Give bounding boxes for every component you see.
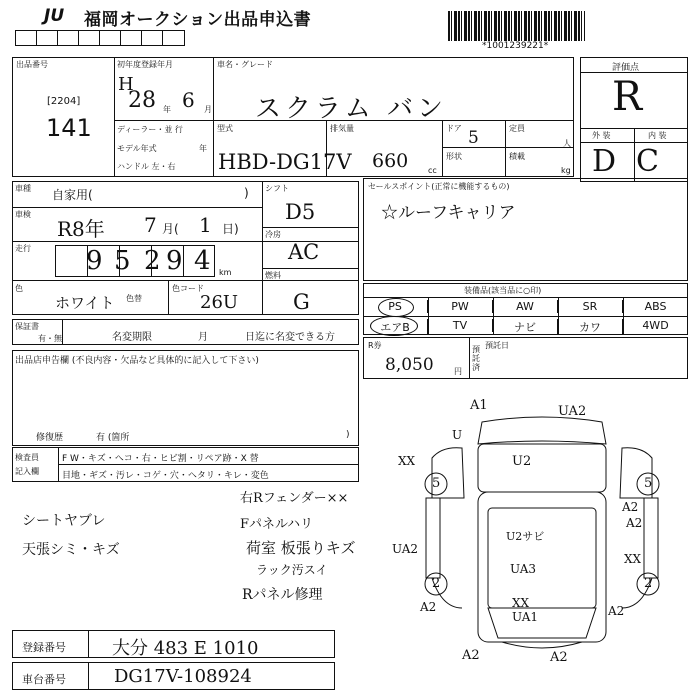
- damage-mark: U2サビ: [506, 530, 545, 543]
- capacity-unit: 人: [563, 139, 571, 148]
- tire-mark: 5: [644, 476, 653, 491]
- plate-label: 登録番号: [22, 641, 66, 654]
- mileage-digit: 2: [144, 246, 161, 276]
- color-code-label: 色コード: [172, 284, 204, 293]
- color-label: 色: [15, 284, 23, 293]
- lot-subnumber: [2204]: [47, 96, 81, 107]
- color-change-label: 色替: [126, 294, 142, 303]
- exterior-grade: D: [592, 144, 617, 179]
- model-code: HBD-DG17V: [218, 150, 352, 174]
- registration-label: 初年度登録年月: [117, 60, 173, 69]
- model-label: 型式: [217, 124, 233, 133]
- damage-mark: UA2: [558, 404, 587, 419]
- damage-mark: A2: [622, 500, 639, 514]
- equipment-item: 4WD: [642, 319, 669, 332]
- deposit-label: 預託済: [472, 345, 480, 372]
- registration-era: H: [118, 74, 134, 95]
- interior-label: 内 装: [648, 131, 667, 140]
- usage-label: 車種: [15, 184, 31, 193]
- model-year-label: モデル年式: [117, 144, 157, 153]
- mileage-boxes: [55, 245, 215, 277]
- damage-mark: UA3: [510, 562, 537, 576]
- doors-label: ドア: [446, 124, 462, 133]
- inspector-legend-1: F W・キズ・へコ・右・ヒビ割・リペア跡・X 替: [62, 454, 259, 464]
- displacement-value: 660: [372, 150, 409, 172]
- chassis-value: DG17V-108924: [114, 666, 252, 687]
- registration-month: 6: [182, 88, 195, 112]
- equipment-item: ABS: [644, 300, 667, 313]
- repair-close: ): [346, 430, 350, 440]
- inspection-month-unit: 月(: [162, 222, 179, 236]
- chassis-label: 車台番号: [22, 673, 66, 686]
- damage-mark: XX: [398, 454, 416, 468]
- barcode: [448, 11, 585, 41]
- interior-grade: C: [636, 144, 659, 179]
- damage-mark: A1: [470, 398, 488, 413]
- grade-score: R: [612, 74, 643, 120]
- month-unit: 月: [204, 105, 212, 114]
- damage-mark: XX: [512, 596, 530, 610]
- repair-options: 有 (箇所: [96, 433, 130, 443]
- note-seat: シートヤブレ: [22, 513, 106, 529]
- shift-value: D5: [285, 200, 316, 224]
- transfer-note: 日迄に名変できる方: [245, 332, 335, 343]
- damage-mark: UA1: [512, 610, 539, 624]
- sales-point-box: [363, 178, 688, 281]
- remarks-label: 出品店申告欄 (不良内容・欠品など具体的に記入して下さい): [15, 356, 259, 366]
- inspector-legend-2: 目地・ギズ・汚レ・コゲ・穴・ヘタリ・キレ・変色: [62, 471, 269, 481]
- tire-mark: 5: [432, 476, 441, 491]
- mileage-unit: km: [219, 268, 232, 277]
- inspector-label: 検査員: [15, 453, 39, 462]
- shape-label: 形状: [446, 152, 462, 161]
- capacity-label: 定員: [509, 124, 525, 133]
- form-title: 福岡オークション出品申込書: [84, 10, 312, 30]
- equipment-label: 装備品(該当品に○印): [464, 286, 542, 295]
- transfer-label: 名変期限: [112, 332, 152, 343]
- equipment-item: TV: [428, 319, 493, 332]
- load-label: 積載: [509, 152, 525, 161]
- note-cargo: 荷室 板張りキズ: [246, 539, 356, 557]
- lot-label: 出品番号: [16, 60, 48, 69]
- exterior-label: 外 装: [592, 131, 611, 140]
- fuel-value: G: [293, 290, 310, 314]
- handle-label: ハンドル 左・右: [117, 162, 176, 171]
- damage-mark: U2: [512, 454, 532, 469]
- airbag-circle: [370, 316, 418, 336]
- shift-label: シフト: [265, 184, 289, 193]
- color-code: 26U: [200, 292, 239, 313]
- note-ceiling: 天張シミ・キズ: [22, 542, 120, 558]
- damage-mark: A2: [420, 600, 437, 614]
- ac-value: AC: [288, 240, 320, 264]
- inspection-day-unit: 日): [222, 222, 239, 236]
- mileage-digit: 5: [114, 246, 131, 276]
- warranty-options: 有・無: [38, 334, 62, 343]
- ps-circle: [378, 298, 414, 317]
- sales-point-value: ☆ルーフキャリア: [381, 203, 516, 223]
- year-unit: 年: [163, 105, 171, 114]
- damage-mark: UA2: [392, 542, 419, 556]
- inspector-label-2: 記入欄: [15, 467, 39, 476]
- fuel-label: 燃料: [265, 271, 281, 280]
- note-rack: ラック汚スイ: [256, 563, 328, 577]
- displacement-unit: cc: [428, 166, 437, 175]
- inspection-month: 7: [144, 213, 157, 237]
- model-year-unit: 年: [199, 144, 207, 153]
- recycle-label: R券: [368, 341, 382, 350]
- equipment-item: SR: [558, 300, 623, 313]
- note-rpanel: Rパネル修理: [242, 587, 323, 603]
- damage-mark: A2: [550, 650, 568, 665]
- logo: JU: [44, 6, 65, 26]
- damage-mark: A2: [608, 604, 625, 618]
- equipment-item: AW: [493, 300, 558, 313]
- tire-mark: 2: [432, 576, 441, 591]
- usage-value: 自家用(: [52, 188, 93, 202]
- ac-label: 冷房: [265, 230, 281, 239]
- deposit-date-label: 預託日: [485, 341, 509, 350]
- header-boxes: [15, 30, 185, 46]
- damage-mark: XX: [624, 552, 642, 566]
- equipment-item: ナビ: [493, 319, 558, 335]
- mileage-digit: 4: [194, 246, 211, 276]
- color-value: ホワイト: [55, 294, 115, 312]
- repair-label: 修復歴: [36, 433, 64, 443]
- dealer-label: ディーラー・並 行: [117, 125, 183, 134]
- lot-number: 141: [46, 114, 92, 142]
- equipment-item: カワ: [558, 319, 623, 335]
- usage-close: ): [244, 186, 249, 200]
- inspection-label: 車検: [15, 210, 31, 219]
- recycle-value: 8,050: [385, 355, 434, 375]
- mileage-digit: 9: [86, 246, 103, 276]
- mileage-label: 走行: [15, 244, 31, 253]
- note-fpanel: Fパネルハリ: [240, 517, 314, 532]
- inspection-day: 1: [199, 213, 212, 237]
- grade-label: 評価点: [612, 63, 640, 73]
- note-fender: 右Rフェンダー××: [240, 491, 349, 506]
- equipment-item: PW: [428, 300, 493, 313]
- tire-mark: 2: [644, 576, 653, 591]
- mileage-digit: 9: [166, 246, 183, 276]
- load-unit: kg: [561, 166, 571, 175]
- registration-year: 28: [128, 88, 156, 113]
- doors-value: 5: [468, 128, 479, 148]
- warranty-label: 保証書: [15, 322, 39, 331]
- transfer-month: 月: [198, 332, 208, 343]
- inspection-value: R8年: [57, 217, 105, 241]
- sales-point-label: セールスポイント(正常に機能するもの): [368, 182, 510, 191]
- displacement-label: 排気量: [330, 124, 354, 133]
- equipment-item: PS: [363, 300, 428, 313]
- damage-mark: A2: [626, 516, 643, 530]
- plate-value: 大分 483 E 1010: [112, 638, 259, 659]
- damage-mark: U: [452, 428, 463, 442]
- barcode-text: *1001239221*: [482, 41, 549, 51]
- vehicle-name-label: 車名・グレード: [217, 60, 273, 69]
- equipment-item: エアB: [363, 319, 428, 335]
- vehicle-name: スクラム バン: [255, 94, 448, 124]
- damage-mark: A2: [462, 648, 480, 663]
- recycle-unit: 円: [454, 367, 462, 376]
